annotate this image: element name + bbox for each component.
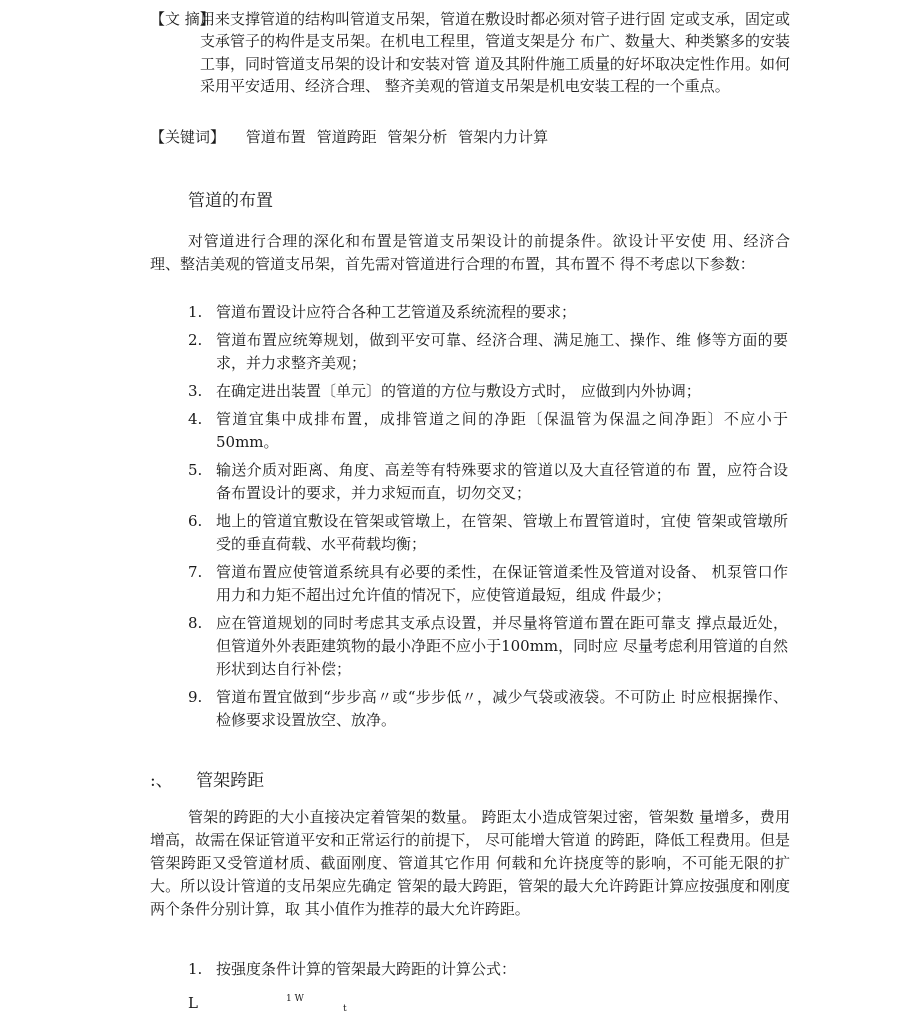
formula-fragment: 1 W [286,994,304,1004]
section2-heading [150,766,264,791]
keywords-text: 管道布置 管道跨距 管架分析 管架内力计算 [245,128,549,146]
list-item: 9. 管道布置宜做到“步步高〃或“步步低〃，减少气袋或液袋。不可防止 时应根据操作、检修要求设置放空、放净。 [188,688,788,729]
formula-fragment: t [343,1004,347,1014]
abstract [150,8,790,97]
list-item: 1. 管道布置设计应符合各种工艺管道及系统流程的要求； [188,303,577,321]
list-item: 5. 输送介质对距离、角度、高差等有特殊要求的管道以及大直径管道的布 置，应符合设备布置设计的要求，并力求短而直，切勿交叉； [188,461,788,502]
list-item: 2. 管道布置应统筹规划，做到平安可靠、经济合理、满足施工、操作、维 修等方面的要求，并力求整齐美观； [188,331,788,372]
abstract-text: 用来支撑管道的结构叫管道支吊架，管道在敷设时都必须对管子进行固 定或支承，固定或支承管子的构件是支吊架。在机电工程里，管道支架是分 布广、数量大、种类繁多的安装工事，同时管道支吊架的设计和安装对管 道及其附件施工质量的好坏取决定性作用。如何采用平安适用、经济合理、 整齐美观的管道支吊架是机电安装工程的一个重点。 [200,10,790,95]
list-item: 1. 按强度条件计算的管架最大跨距的计算公式： [188,960,517,978]
section1-list [188,301,788,737]
list-item: 8. 应在管道规划的同时考虑其支承点设置，并尽量将管道布置在距可靠支 撑点最近处，但管道外外表距建筑物的最小净距不应小于100mm，同时应 尽量考虑利用管道的自然形状到达自行补偿； [188,614,788,678]
section2-marker: :、 [150,771,173,791]
section2-para: 管架的跨距的大小直接决定着管架的数量。 跨距太小造成管架过密，管架数 量增多，费用增高，故需在保证管道平安和正常运行的前提下， 尽可能增大管道 的跨距，降低工程费用。但是管架跨距又受管道材质、截面刚度、管道其它作用 何载和允许挠度等的影响，不可能无限的扩大。所以设计管道的支吊架应先确定 管架的最大跨距，管架的最大允许跨距计算应按强度和刚度两个条件分别计算，取 其小值作为推荐的最大允许跨距。 [150,808,790,918]
section1-intro: 对管道进行合理的深化和布置是管道支吊架设计的前提条件。欲设计平安使 用、经济合理、整洁美观的管道支吊架，首先需对管道进行合理的布置，其布置不 得不考虑以下参数： [150,232,790,273]
keywords [150,126,548,147]
section2-list [188,958,788,986]
list-item: 4. 管道宜集中成排布置，成排管道之间的净距〔保温管为保温之间净距〕不应小于50mm。 [188,410,788,451]
list-item: 3. 在确定进出装置〔单元〕的管道的方位与敷设方式时， 应做到内外协调； [188,382,701,400]
formula-symbol: L [188,994,198,1012]
list-item: 7. 管道布置应使管道系统具有必要的柔性，在保证管道柔性及管道对设备、 机泵管口作用力和力矩不超出过允许值的情况下，应使管道最短，组成 件最少； [188,563,788,604]
abstract-label: 【文 摘】 [150,10,215,28]
keywords-label: 【关键词】 [150,128,226,146]
section2-title: 管架跨距 [196,771,265,791]
list-item: 6. 地上的管道宜敷设在管架或管墩上，在管架、管墩上布置管道时，宜使 管架或管墩所受的垂直荷载、水平荷载均衡； [188,512,788,553]
section1-title: 管道的布置 [188,191,273,211]
